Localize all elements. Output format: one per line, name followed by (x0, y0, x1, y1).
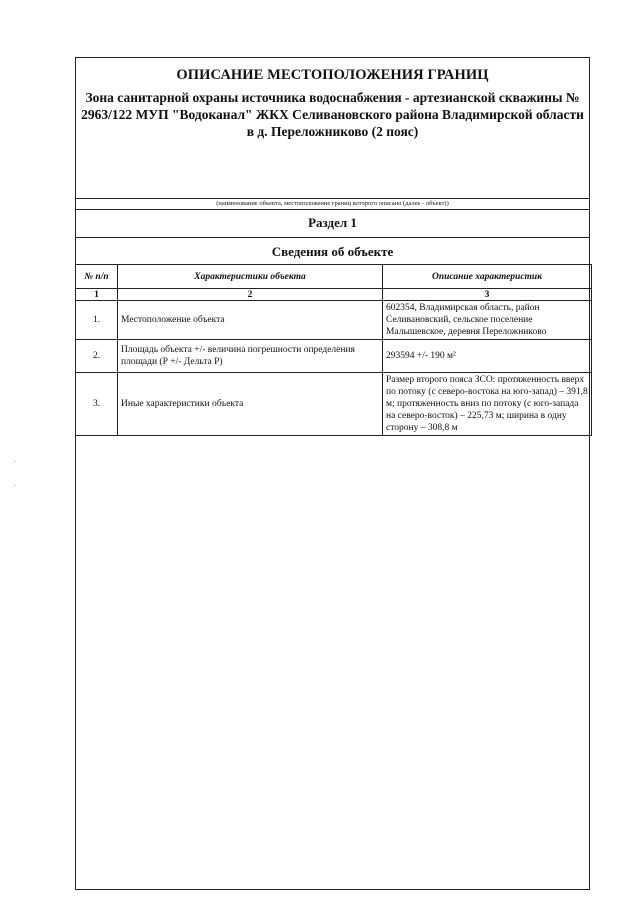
row-description: 602354, Владимирская область, район Селивановский, сельское поселение Малышевское, деревня Переложниково (383, 301, 592, 340)
zone-line: 2963/122 МУП "Водоканал" ЖКХ Селивановского района Владимирской области (81, 107, 584, 122)
document-title: ОПИСАНИЕ МЕСТОПОЛОЖЕНИЯ ГРАНИЦ (176, 67, 489, 83)
column-index-row (76, 289, 592, 301)
zone-description (80, 89, 585, 140)
column-header: Характеристики объекта (118, 265, 383, 289)
divider (76, 209, 589, 210)
column-index: 3 (383, 289, 592, 301)
column-header: № п/п (76, 265, 118, 289)
scan-speck: · (14, 458, 17, 466)
row-number: 2. (76, 340, 118, 373)
column-header: Описание характеристик (383, 265, 592, 289)
object-note: (наименование объекта, местоположение границ которого описано (далее - объект)) (216, 200, 449, 207)
row-characteristic: Местоположение объекта (118, 301, 383, 340)
row-description: 293594 +/- 190 м² (383, 340, 592, 373)
document-sheet (75, 57, 590, 890)
table-row (76, 301, 592, 340)
divider (76, 237, 589, 238)
zone-line: в д. Переложниково (2 пояс) (246, 124, 419, 139)
row-description: Размер второго пояса ЗСО: протяженность вверх по потоку (с северо-востока на юго-запад) – 391,8 м; протяженность вниз по потоку (с юго-запада на северо-восток) – 225,73 м; ширина в одну сторону – 308,8 м (383, 373, 592, 436)
info-heading: Сведения об объекте (271, 244, 394, 259)
column-index: 2 (118, 289, 383, 301)
section-heading: Раздел 1 (308, 215, 357, 230)
table-row (76, 373, 592, 436)
row-number: 1. (76, 301, 118, 340)
object-info-table (75, 264, 592, 436)
row-characteristic: Площадь объекта +/- величина погрешности определения площади (Р +/- Дельта Р) (118, 340, 383, 373)
row-number: 3. (76, 373, 118, 436)
zone-line: Зона санитарной охраны источника водоснабжения - артезианской скважины № (85, 90, 580, 105)
divider (76, 198, 589, 199)
table-row (76, 340, 592, 373)
scan-speck: · (14, 482, 17, 490)
row-characteristic: Иные характеристики объекта (118, 373, 383, 436)
table-header-row (76, 265, 592, 289)
column-index: 1 (76, 289, 118, 301)
